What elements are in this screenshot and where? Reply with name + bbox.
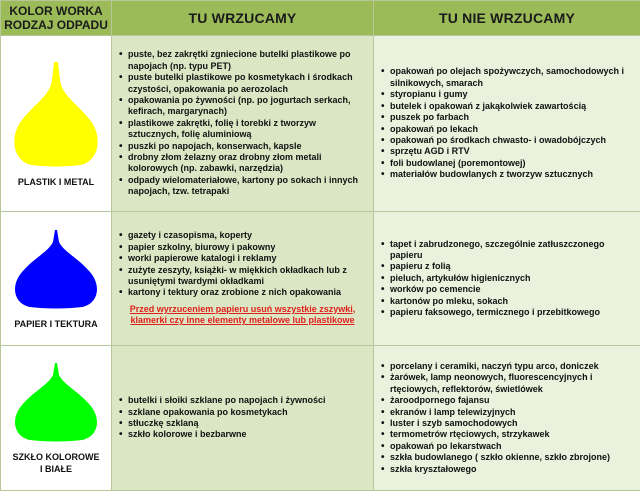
list-item: • papier szkolny, biurowy i pakowny [118, 242, 367, 253]
header-bag-type [1, 1, 112, 36]
list-item: • butelki i słoiki szklane po napojach i żywności [118, 395, 367, 406]
bin-label-paper: PAPIER I TEKTURA [14, 318, 98, 329]
list-item: • szkła budowlanego ( szkło okienne, szkło zbrojone) [380, 452, 634, 463]
warning-note-paper [118, 304, 367, 327]
list-item: • żaroodpornego fajansu [380, 395, 634, 406]
accepted-cell-plastic [112, 36, 374, 212]
list-item: • gazety i czasopisma, koperty [118, 230, 367, 241]
list-item: • worki papierowe katalogi i reklamy [118, 253, 367, 264]
list-item: • luster i szyb samochodowych [380, 418, 634, 429]
rejected-list-plastic [380, 66, 634, 180]
list-item: • papieru faksowego, termicznego i przebitkowego [380, 307, 634, 318]
row-paper [1, 212, 640, 346]
list-item: • szklane opakowania po kosmetykach [118, 407, 367, 418]
header-not-accepted: TU NIE WRZUCAMY [374, 1, 640, 36]
list-item: • puszki po napojach, konserwach, kapsle [118, 141, 367, 152]
list-item: • stłuczkę szklaną [118, 418, 367, 429]
header-row [1, 1, 640, 36]
list-item: • kartony i tektury oraz zrobione z nich opakowania [118, 287, 367, 298]
list-item: • tapet i zabrudzonego, szczególnie zatłuszczonego papieru [380, 239, 634, 262]
row-glass [1, 346, 640, 491]
list-item: • materiałów budowlanych z tworzyw sztucznych [380, 169, 634, 180]
header-waste-type-label: RODZAJ ODPADU [4, 18, 108, 32]
list-item: • opakowań po lekach [380, 124, 634, 135]
list-item: • kartonów po mleku, sokach [380, 296, 634, 307]
accepted-cell-paper [112, 212, 374, 346]
accepted-list-plastic [118, 49, 367, 197]
bin-cell-plastic [1, 36, 112, 212]
list-item: • puste, bez zakrętki zgniecione butelki plastikowe po napojach (np. typu PET) [118, 49, 367, 72]
accepted-list-paper [118, 230, 367, 298]
bin-label-glass-line-2: I BIAŁE [39, 464, 72, 474]
list-item: • sprzętu AGD i RTV [380, 146, 634, 157]
list-item: • opakowań po środkach chwasto- i owadobójczych [380, 135, 634, 146]
list-item: • zużyte zeszyty, książki- w miękkich okładkach lub z usuniętymi twardymi okładkami [118, 265, 367, 288]
accepted-cell-glass [112, 346, 374, 491]
list-item: • szkło kolorowe i bezbarwne [118, 429, 367, 440]
list-item: • styropianu i gumy [380, 89, 634, 100]
list-item: • foli budowlanej (poremontowej) [380, 158, 634, 169]
list-item: • opakowań po olejach spożywczych, samochodowych i silnikowych, smarach [380, 66, 634, 89]
list-item: • puszek po farbach [380, 112, 634, 123]
row-plastic-metal [1, 36, 640, 212]
list-item: • butelek i opakowań z jakąkolwiek zawartością [380, 101, 634, 112]
rejected-cell-glass [374, 346, 640, 491]
list-item: • opakowań po lekarstwach [380, 441, 634, 452]
list-item: • termometrów rtęciowych, strzykawek [380, 429, 634, 440]
list-item: • szkła kryształowego [380, 464, 634, 475]
bin-cell-glass [1, 346, 112, 491]
rejected-list-paper [380, 239, 634, 319]
green-bag-icon [8, 361, 104, 445]
list-item: • porcelany i ceramiki, naczyń typu arco, doniczek [380, 361, 634, 372]
rejected-cell-plastic [374, 36, 640, 212]
header-accepted: TU WRZUCAMY [112, 1, 374, 36]
rejected-list-glass [380, 361, 634, 475]
list-item: • worków po cemencie [380, 284, 634, 295]
bin-label-plastic: PLASTIK I METAL [17, 176, 95, 187]
rejected-cell-paper [374, 212, 640, 346]
bin-label-glass [1, 451, 111, 475]
warning-note-line-1: Przed wyrzuceniem papieru usuń wszystkie zszywki, [129, 303, 356, 314]
blue-bag-icon [8, 228, 104, 312]
list-item: • żarówek, lamp neonowych, fluorescencyjnych i rtęciowych, reflektorów, świetlówek [380, 372, 634, 395]
warning-note-line-2: klamerki czy inne elementy metalowe lub plastikowe [130, 315, 355, 326]
yellow-bag-icon [8, 60, 104, 170]
header-bag-color-label: KOLOR WORKA [9, 4, 103, 18]
accepted-list-glass [118, 395, 367, 441]
list-item: • puste butelki plastikowe po kosmetykach i środkach czystości, opakowania po aerozolach [118, 72, 367, 95]
list-item: • opakowania po żywności (np. po jogurtach serkach, kefirach, margarynach) [118, 95, 367, 118]
list-item: • ekranów i lamp telewizyjnych [380, 407, 634, 418]
bin-cell-paper [1, 212, 112, 346]
list-item: • papieru z folią [380, 261, 634, 272]
bin-label-glass-line-1: SZKŁO KOLOROWE [12, 452, 100, 462]
list-item: • drobny złom żelazny oraz drobny złom metali kolorowych (np. zabawki, narzędzia) [118, 152, 367, 175]
list-item: • pieluch, artykułów higienicznych [380, 273, 634, 284]
list-item: • odpady wielomateriałowe, kartony po sokach i innych napojach, tzw. tetrapaki [118, 175, 367, 198]
list-item: • plastikowe zakrętki, folię i torebki z tworzyw sztucznych, folię aluminiową [118, 118, 367, 141]
